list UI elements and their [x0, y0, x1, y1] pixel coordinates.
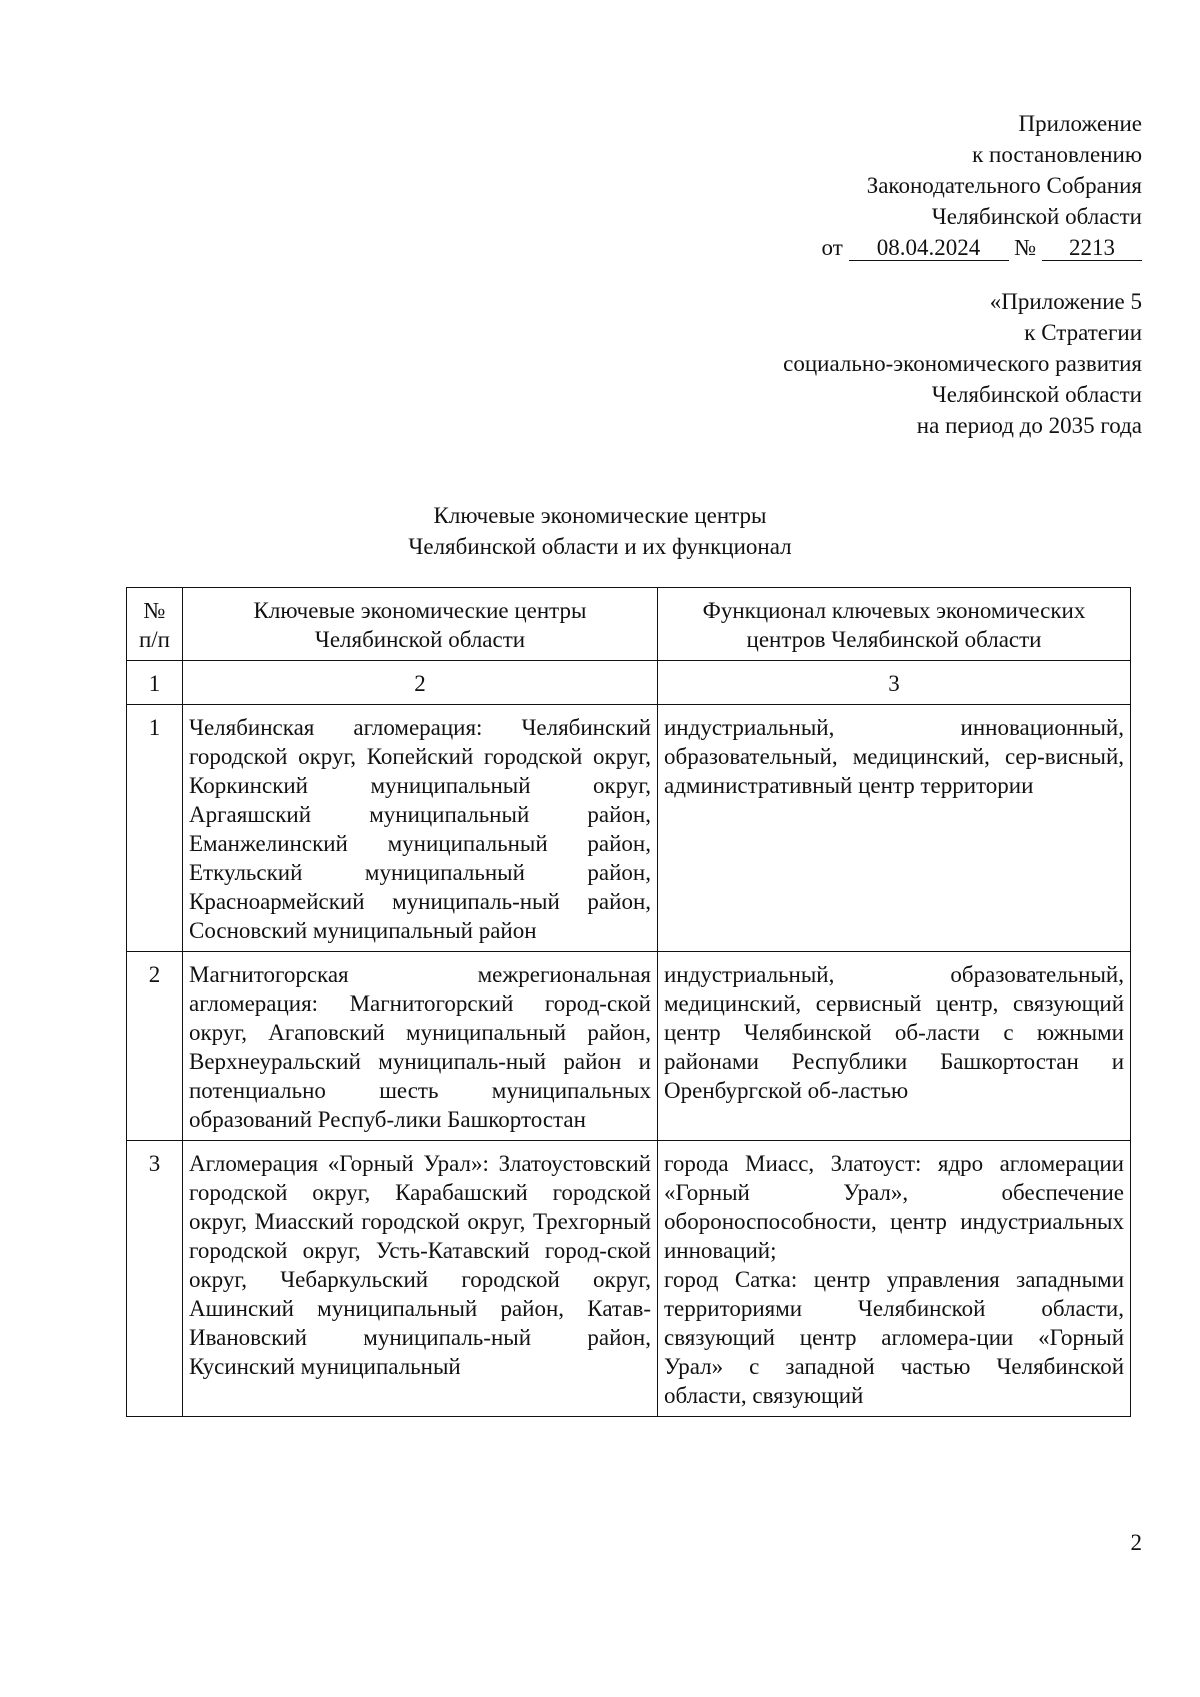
title-line-2: Челябинской области и их функционал: [408, 534, 792, 559]
header-line-4: Челябинской области: [931, 204, 1142, 229]
row-functions: индустриальный, образовательный, медицинский, сервисный центр, связующий центр Челябинской об-ласти с южными районами Республики Башкортостан и Оренбургской об-ластью: [658, 952, 1131, 1141]
table-row: [127, 952, 1131, 1141]
row-centers: Агломерация «Горный Урал»: Златоустовский городской округ, Карабашский городской округ, Миасский городской округ, Трехгорный городской округ, Усть-Катавский город-ской округ, Чебаркульский городской округ, Ашинский муниципальный район, Катав-Ивановский муниципаль-ный район, Кусинский муниципальный: [183, 1141, 658, 1417]
page-number: 2: [1130, 1530, 1142, 1555]
annex-line-1: «Приложение 5: [989, 289, 1142, 314]
number-prefix: №: [1014, 235, 1037, 260]
row-centers: Челябинская агломерация: Челябинский городской округ, Копейский городской округ, Коркинский муниципальный округ, Аргаяшский муниципальный район, Еманжелинский муниципальный район, Еткульский муниципальный район, Красноармейский муниципаль-ный район, Сосновский муниципальный район: [183, 705, 658, 952]
decree-date: 08.04.2024: [849, 236, 1009, 261]
date-prefix: от: [821, 235, 843, 260]
row-functions-part-2: город Сатка: центр управления западными территориями Челябинской области, связующий центр агломера-ции «Горный Урал» с западной частью Челябинской области, связующий: [664, 1267, 1124, 1408]
header-line-3: Законодательного Собрания: [866, 173, 1142, 198]
header-line-2: к постановлению: [972, 142, 1142, 167]
header-functions: Функционал ключевых экономических центров Челябинской области: [658, 588, 1131, 661]
column-number-1: 1: [127, 661, 183, 705]
row-functions-part-1: города Миасс, Златоуст: ядро агломерации «Горный Урал», обеспечение обороноспособности, центр индустриальных инноваций;: [664, 1151, 1124, 1263]
row-centers: Магнитогорская межрегиональная агломерация: Магнитогорский город-ской округ, Агаповский муниципальный район, Верхнеуральский муниципаль-ный район и потенциально шесть муниципальных образований Респуб-лики Башкортостан: [183, 952, 658, 1141]
row-functions: индустриальный, инновационный, образовательный, медицинский, сер-висный, административный центр территории: [658, 705, 1131, 952]
table-header-row: [127, 588, 1131, 661]
header-num: № п/п: [127, 588, 183, 661]
row-functions: [658, 1141, 1131, 1417]
column-number-row: [127, 661, 1131, 705]
table-row: [127, 705, 1131, 952]
annex-line-2: к Стратегии: [1024, 320, 1142, 345]
annex-block: [582, 286, 1142, 441]
row-num: 2: [127, 952, 183, 1141]
title-line-1: Ключевые экономические центры: [433, 503, 767, 528]
decree-number: 2213: [1042, 236, 1142, 261]
date-number-line: [622, 232, 1142, 263]
document-title: [0, 500, 1200, 562]
column-number-2: 2: [183, 661, 658, 705]
header-block: [622, 108, 1142, 263]
column-number-3: 3: [658, 661, 1131, 705]
row-num: 3: [127, 1141, 183, 1417]
annex-line-5: на период до 2035 года: [916, 413, 1142, 438]
header-line-1: Приложение: [1018, 111, 1142, 136]
economic-centers-table: [126, 587, 1131, 1417]
header-centers: Ключевые экономические центры Челябинской области: [183, 588, 658, 661]
row-num: 1: [127, 705, 183, 952]
table-row: [127, 1141, 1131, 1417]
annex-line-4: Челябинской области: [931, 382, 1142, 407]
annex-line-3: социально-экономического развития: [783, 351, 1142, 376]
